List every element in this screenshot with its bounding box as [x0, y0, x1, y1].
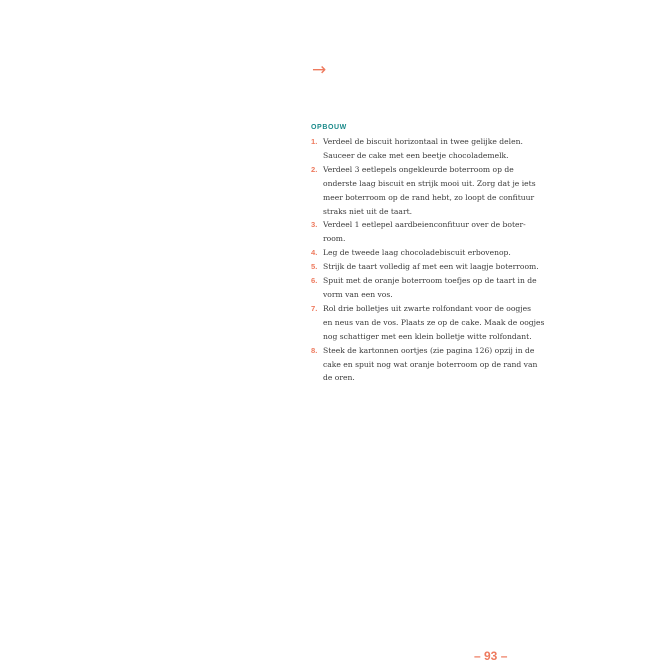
step-text-line: Steek de kartonnen oortjes (zie pagina 126) opzij in de — [323, 345, 535, 355]
step-item — [311, 344, 573, 386]
steps-list — [311, 135, 573, 385]
step-text-line: meer boterroom op de rand hebt, zo loopt de confituur — [323, 192, 535, 202]
step-item — [311, 260, 573, 274]
step-number: 3. — [311, 220, 318, 230]
page-number: – 93 – — [474, 649, 508, 663]
step-text-line: Verdeel 3 eetlepels ongekleurde boterroom op de — [323, 164, 514, 174]
step-text-line: vorm van een vos. — [323, 289, 393, 299]
step-text-line: room. — [323, 234, 346, 244]
step-item — [311, 246, 573, 260]
step-text-line: straks niet uit de taart. — [323, 206, 413, 216]
step-item — [311, 135, 573, 163]
step-text-line: Rol drie bolletjes uit zwarte rolfondant voor de oogjes — [323, 303, 532, 313]
step-number: 8. — [311, 345, 318, 355]
step-text-line: de oren. — [323, 373, 355, 383]
step-text-line: Spuit met de oranje boterroom toefjes op de taart in de — [323, 276, 537, 286]
step-number: 5. — [311, 262, 318, 272]
step-text-line: onderste laag biscuit en strijk mooi uit. Zorg dat je iets — [323, 178, 536, 188]
step-item — [311, 218, 573, 246]
step-number: 7. — [311, 303, 318, 313]
step-item — [311, 274, 573, 302]
step-number: 1. — [311, 137, 318, 146]
step-text-line: nog schattiger met een klein bolletje witte rolfondant. — [323, 331, 532, 341]
step-number: 4. — [311, 248, 318, 258]
step-text-line: Strijk de taart volledig af met een wit laagje boterroom. — [323, 262, 539, 272]
step-number: 6. — [311, 276, 318, 286]
step-number: 2. — [311, 164, 318, 174]
step-item — [311, 163, 573, 219]
step-text-line: Sauceer de cake met een beetje chocolademelk. — [323, 150, 509, 160]
step-text-line: Verdeel 1 eetlepel aardbeienconfituur over de boter- — [323, 220, 526, 230]
step-item — [311, 302, 573, 344]
step-text-line: Leg de tweede laag chocoladebiscuit erbovenop. — [323, 248, 511, 258]
step-text-line: Verdeel de biscuit horizontaal in twee gelijke delen. — [323, 137, 523, 146]
step-text-line: en neus van de vos. Plaats ze op de cake. Maak de oogjes — [323, 317, 545, 327]
build-instructions — [311, 123, 573, 385]
step-text-line: cake en spuit nog wat oranje boterroom op de rand van — [323, 359, 538, 369]
section-heading: OPBOUW — [311, 124, 347, 131]
arrow-right-icon: → — [312, 60, 327, 80]
